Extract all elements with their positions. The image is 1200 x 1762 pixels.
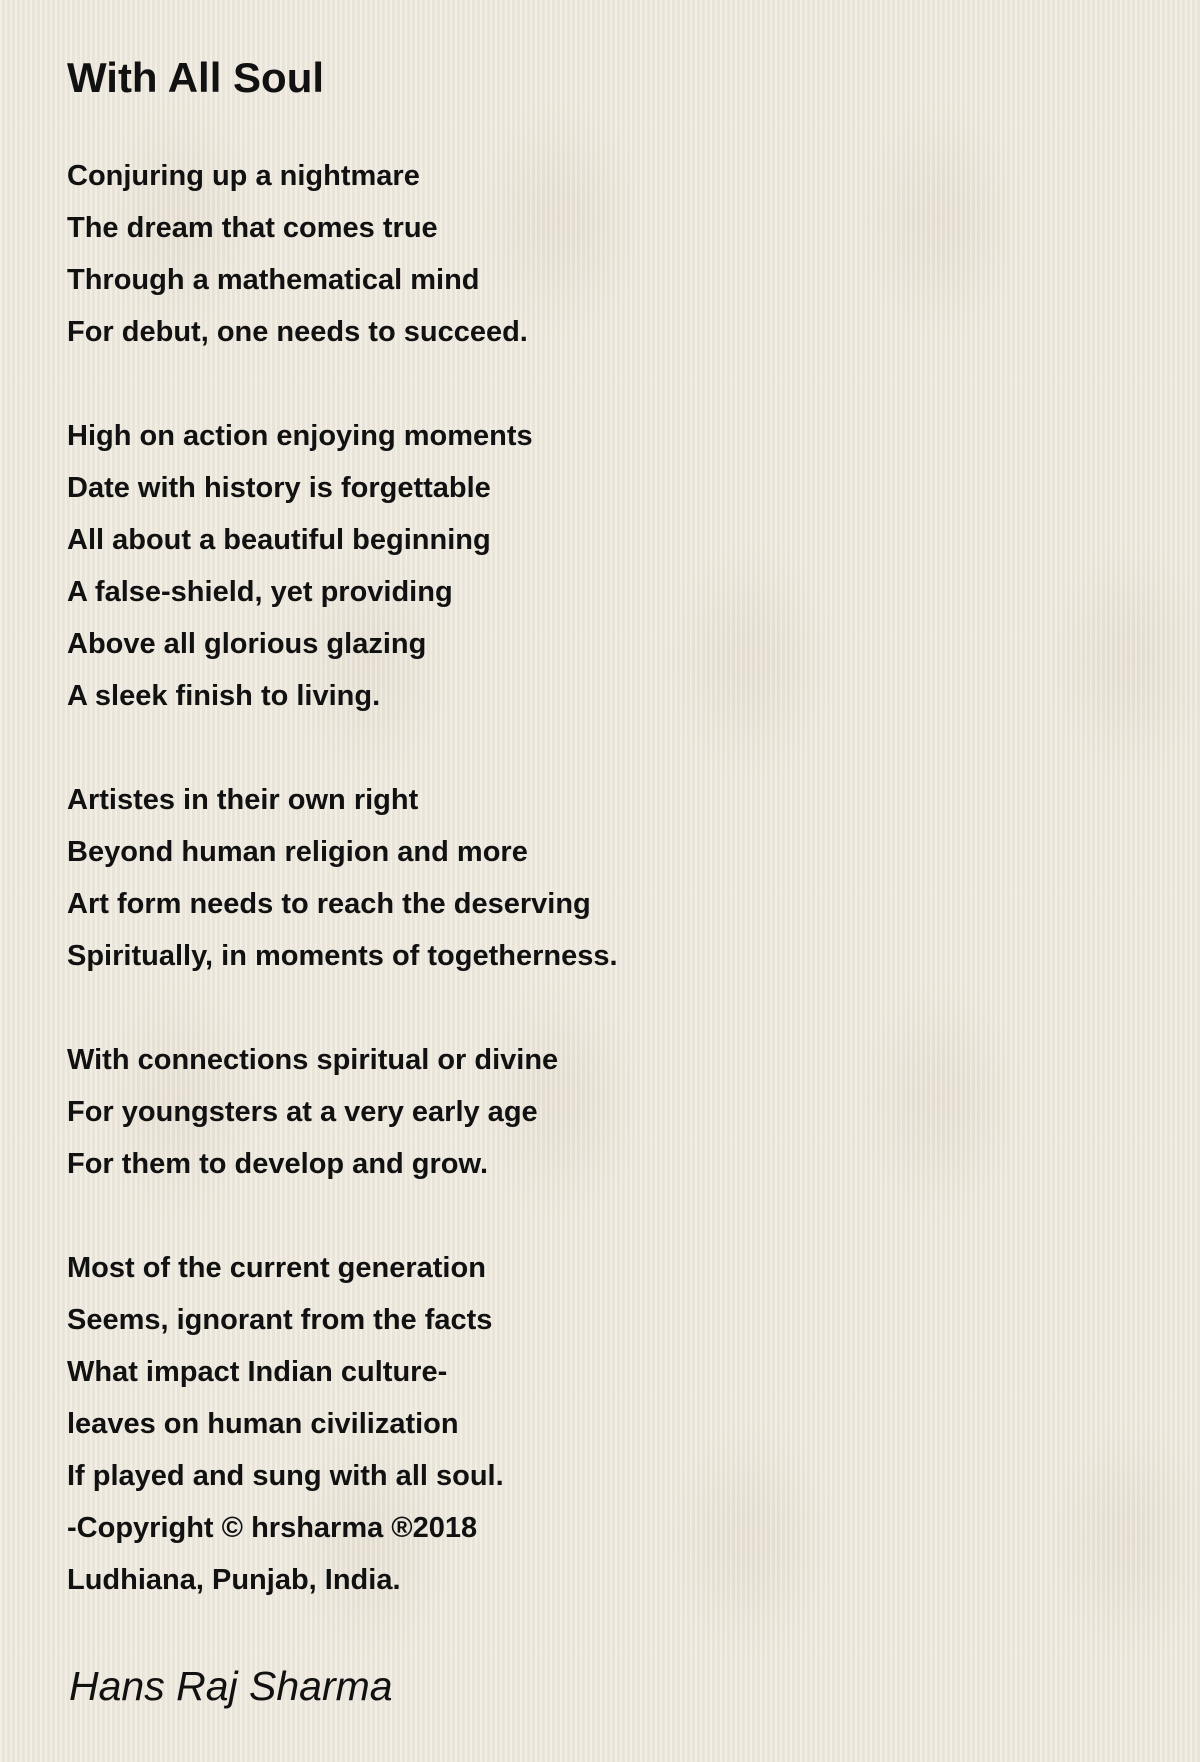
stanza-2: [67, 410, 1147, 722]
poem-line: High on action enjoying moments: [67, 420, 533, 452]
poem-line: Beyond human religion and more: [67, 836, 528, 868]
copyright-line: -Copyright © hrsharma ®2018: [67, 1512, 478, 1544]
poem-line: A false-shield, yet providing: [67, 576, 453, 608]
poem-line: Above all glorious glazing: [67, 628, 427, 660]
poem-line: All about a beautiful beginning: [67, 524, 491, 556]
poem-line: Artistes in their own right: [67, 784, 419, 816]
poem-line: For them to develop and grow.: [67, 1148, 489, 1180]
poem-line: Seems, ignorant from the facts: [67, 1304, 493, 1336]
poem-title: With All Soul: [67, 54, 325, 101]
poem-line: Date with history is forgettable: [67, 472, 491, 504]
poem-line: leaves on human civilization: [67, 1408, 459, 1440]
poem-line: For debut, one needs to succeed.: [67, 316, 528, 348]
poem-line: Art form needs to reach the deserving: [67, 888, 591, 920]
poem-line: Most of the current generation: [67, 1252, 486, 1284]
poem-line: What impact Indian culture-: [67, 1356, 448, 1388]
poem-line: A sleek finish to living.: [67, 680, 381, 712]
poem-line: If played and sung with all soul.: [67, 1460, 504, 1492]
poem-line: Spiritually, in moments of togetherness.: [67, 940, 618, 972]
poem-body: [67, 150, 1147, 1606]
stanza-1: [67, 150, 1147, 358]
poem-line: Conjuring up a nightmare: [67, 160, 420, 192]
poem-line: Through a mathematical mind: [67, 264, 480, 296]
location-line: Ludhiana, Punjab, India.: [67, 1564, 401, 1596]
poem-line: With connections spiritual or divine: [67, 1044, 559, 1076]
author-signature: Hans Raj Sharma: [69, 1663, 393, 1709]
poem-line: The dream that comes true: [67, 212, 438, 244]
poem-card: [67, 48, 1147, 1606]
stanza-5: [67, 1242, 1147, 1606]
stanza-4: [67, 1034, 1147, 1190]
stanza-3: [67, 774, 1147, 982]
poem-line: For youngsters at a very early age: [67, 1096, 538, 1128]
